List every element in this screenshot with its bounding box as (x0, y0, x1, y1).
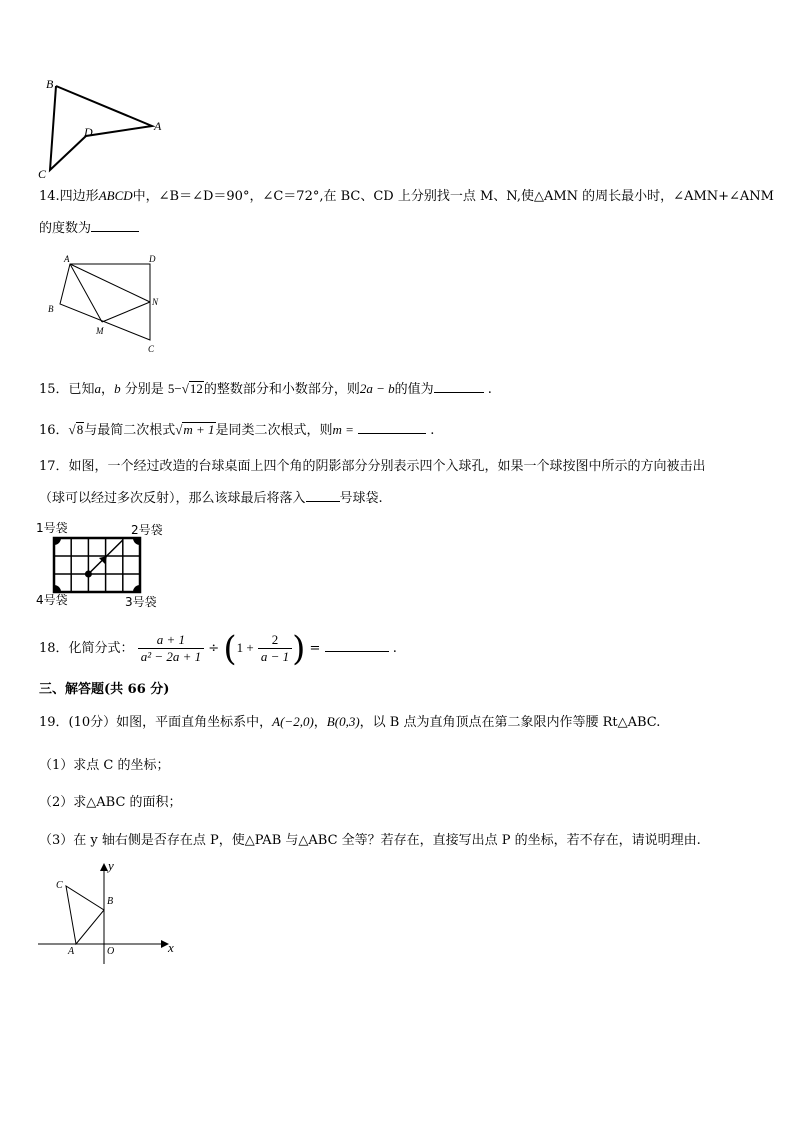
q13-label-a: A (154, 119, 162, 133)
q17-pocket-4 (54, 585, 61, 592)
q16-radicand-1: 8 (76, 422, 84, 437)
q16-prefix: 16． (39, 423, 69, 438)
q17-text-1: 17．如图，一个经过改造的台球桌面上四个角的阴影部分分别表示四个入球孔，如果一个球按图中所示的方向被击出 (39, 459, 706, 474)
q14-answer-blank[interactable] (91, 219, 139, 232)
q17-line2 (39, 489, 383, 508)
q15-var-b: b (114, 381, 121, 396)
q14-label-n: N (152, 297, 159, 307)
q18-prefix: 18．化简分式： (39, 641, 134, 656)
q14-line2 (39, 219, 139, 238)
q14-line1 (39, 187, 774, 206)
q15-mid1: 分别是 (120, 382, 164, 397)
q13-figure (34, 74, 174, 180)
q18-numerator-1: a + 1 (138, 632, 204, 649)
q19-label-c: C (56, 880, 63, 891)
q17-text-2a: （球可以经过多次反射），那么该球最后将落入 (39, 491, 306, 506)
q19-intro-a: 19．(10分）如图，平面直角坐标系中， (39, 715, 273, 730)
q13-label-c: C (38, 167, 47, 180)
q18-numerator-2: 2 (258, 632, 292, 649)
q17-answer-blank[interactable] (306, 489, 340, 502)
q18-equals: = (309, 641, 321, 656)
q15-minus: − (174, 381, 182, 396)
q18 (39, 628, 397, 669)
q17-billiard-table (36, 518, 170, 612)
q16-sqrt-sign-2: √ (175, 422, 183, 437)
q17-pocket-3 (133, 585, 140, 592)
q17-pocket-label-4: 4号袋 (36, 593, 68, 607)
q15-five: 5 (167, 381, 175, 396)
q15-mid2: 的整数部分和小数部分，则 (203, 382, 360, 397)
q19-part-1: （1）求点 C 的坐标； (39, 758, 170, 773)
q17-line1 (39, 458, 706, 476)
q15-end: . (487, 382, 492, 397)
q18-one-plus: 1 + (236, 640, 254, 655)
q17-pocket-2 (133, 538, 140, 545)
q18-divide: ÷ (208, 641, 220, 656)
q18-fraction-1 (138, 632, 204, 665)
q14-prefix: 14.四边形 (39, 189, 99, 204)
q18-denominator-2: a − 1 (260, 649, 290, 664)
q16 (39, 421, 434, 440)
q19-intro-b: ，以 B 点为直角顶点在第二象限内作等腰 Rt△ABC. (359, 715, 661, 730)
q19-coordinate-figure (34, 858, 184, 968)
q17-text-2b: 号球袋. (339, 491, 383, 506)
q19-point-a: A(−2,0) (272, 714, 314, 729)
q14-line-mn (102, 302, 150, 322)
q17-ball (85, 571, 92, 578)
q18-right-paren: ) (292, 628, 306, 669)
q15 (39, 380, 492, 399)
q13-label-d: D (84, 125, 93, 139)
q14-mid: 中，∠ (132, 189, 170, 204)
q15-expression: 2a − b (359, 381, 395, 396)
q14-figure (44, 254, 170, 356)
q15-radicand: 12 (189, 381, 203, 396)
q17-pocket-label-1: 1号袋 (36, 521, 68, 535)
q19-label-y: y (108, 858, 114, 873)
q19-triangle-abc (66, 886, 104, 944)
q14-label-d: D (149, 254, 156, 264)
q15-suffix: 的值为 (394, 382, 434, 397)
q18-left-paren: ( (223, 628, 237, 669)
q14-rest: B＝∠D＝90°，∠C＝72°,在 BC、CD 上分别找一点 M、N,使△AMN 的周长最小时，∠AMN+∠ANM (169, 189, 774, 204)
q19-sep: ， (313, 715, 327, 730)
q16-sqrt-sign-1: √ (68, 422, 76, 437)
q14-label-b: B (48, 304, 54, 314)
q19-label-b: B (107, 896, 114, 907)
q15-answer-blank[interactable] (434, 380, 484, 393)
q16-end: . (430, 423, 435, 438)
q15-var-a: a (94, 381, 102, 396)
q17-pocket-label-3: 3号袋 (125, 595, 157, 609)
q16-m: m = (332, 422, 354, 437)
section-3-heading: 三、解答题(共 66 分) (39, 682, 170, 697)
q14-line-an (70, 264, 150, 302)
q14-quadrilateral (60, 264, 150, 340)
q18-answer-blank[interactable] (325, 639, 389, 652)
q18-fraction-2 (258, 632, 292, 665)
q19-part-2: （2）求△ABC 的面积； (39, 795, 182, 810)
q13-label-b: B (46, 77, 54, 91)
q13-quadrilateral (50, 86, 152, 170)
q19-label-a: A (68, 946, 75, 957)
q19-intro (39, 713, 660, 732)
q18-end: . (392, 641, 397, 656)
q14-label-m: M (96, 326, 104, 336)
q15-sqrt-sign: √ (181, 381, 189, 396)
q15-prefix: 15．已知 (39, 382, 95, 397)
q16-radicand-2: m + 1 (183, 422, 215, 437)
q19-label-o: O (107, 946, 115, 957)
q16-mid2: 是同类二次根式，则 (215, 423, 333, 438)
q18-denominator-1: a² − 2a + 1 (140, 649, 202, 664)
q19-part-3: （3）在 y 轴右侧是否存在点 P，使△PAB 与△ABC 全等？若存在，直接写出点 P 的坐标，若不存在，请说明理由. (39, 833, 701, 848)
q19-point-b: B(0,3) (326, 714, 360, 729)
q15-comma: ， (101, 382, 115, 397)
q19-label-x: x (168, 940, 174, 955)
q14-answer-prompt: 的度数为 (39, 221, 92, 236)
q14-abcd: ABCD (98, 188, 133, 203)
q14-label-a: A (64, 254, 70, 264)
q16-mid1: 与最简二次根式 (84, 423, 176, 438)
q17-pocket-1 (54, 538, 61, 545)
q14-line-am (70, 264, 102, 322)
q16-answer-blank[interactable] (358, 421, 426, 434)
q17-pocket-label-2: 2号袋 (131, 523, 163, 537)
q14-label-c: C (148, 344, 155, 354)
